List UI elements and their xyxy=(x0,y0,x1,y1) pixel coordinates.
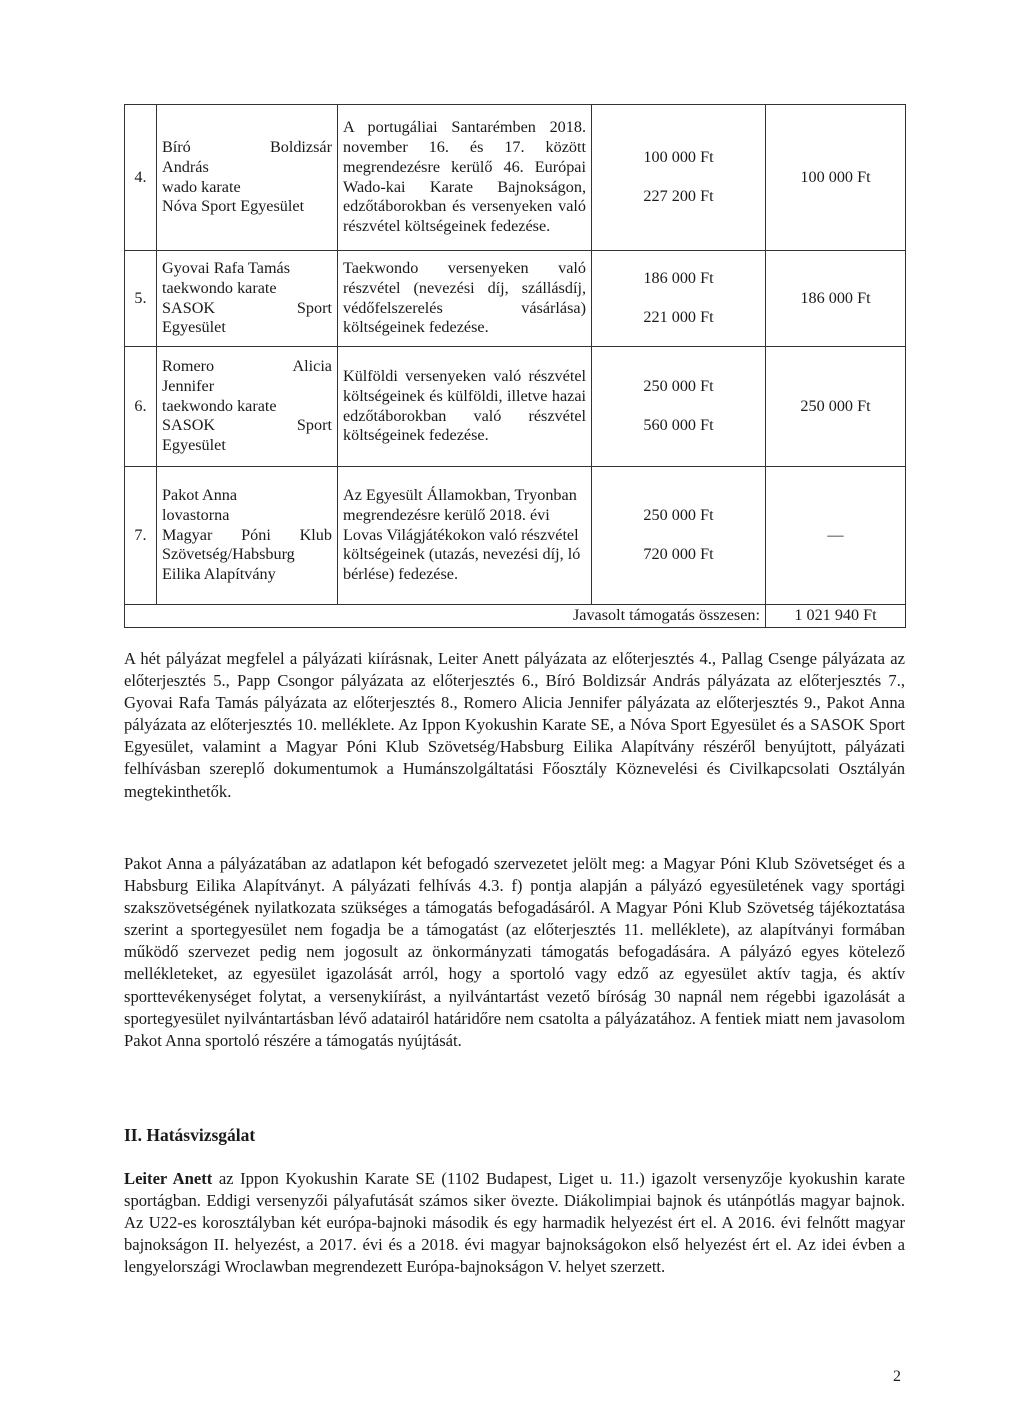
row-number: 7. xyxy=(125,467,157,605)
purpose-cell: Az Egyesült Államokban, Tryonban megrendezésre kerülő 2018. évi Lovas Világjátékokon való részvétel költségeinek (utazás, nevezési díj, ló bérlése) fedezése. xyxy=(338,467,592,605)
impact-paragraph xyxy=(124,1168,905,1278)
applicant-cell: Pakot Anna lovastorna Magyar Póni Klub Szövetség/Habsburg Eilika Alapítvány xyxy=(157,467,338,605)
total-label: Javasolt támogatás összesen: xyxy=(125,605,766,628)
support-amount-cell: — xyxy=(766,467,906,605)
support-amount-cell: 186 000 Ft xyxy=(766,251,906,347)
requested-amount-cell: 186 000 Ft 221 000 Ft xyxy=(592,251,766,347)
purpose-cell: Taekwondo versenyeken való részvétel (nevezési díj, szállásdíj, védőfelszerelés vásárlása) költségeinek fedezése. xyxy=(338,251,592,347)
purpose-cell: A portugáliai Santarémben 2018. november 16. és 17. között megrendezésre kerülő 46. Európai Wado-kai Karate Bajnokságon, edzőtáborokban és versenyeken való részvétel költségeinek fedezése. xyxy=(338,105,592,251)
applicant-cell: Gyovai Rafa Tamás taekwondo karate SASOK Sport Egyesület xyxy=(157,251,338,347)
total-row xyxy=(125,605,906,628)
rejection-paragraph: Pakot Anna a pályázatában az adatlapon két befogadó szervezetet jelölt meg: a Magyar Póni Klub Szövetséget és a Habsburg Eilika Alapítványt. A pályázati felhívás 4.3. f) pontja alapján a pályázó egyesületének vagy sportági szakszövetségének nyilatkozata szükséges a támogatás befogadásáról. A Magyar Póni Klub Szövetség tájékoztatása szerint a sportegyesület nem fogadja be a támogatást (az előterjesztés 11. melléklete), az alapítványi formában működő szervezet pedig nem jogosult az önkormányzati támogatás befogadására. A pályázó egyes kötelező mellékleteket, az egyesület igazolását arról, hogy a sportoló vagy edző az egyesület aktív tagja, és aktív sporttevékenységet folytat, a versenykiírást, a nyilvántartást vezető bíróság 30 napnál nem régebbi igazolását a sportegyesület nyilvántartásban lévő adatairól határidőre nem csatolta a pályázatához. A fentiek miatt nem javasolom Pakot Anna sportoló részére a támogatás nyújtását. xyxy=(124,854,905,1050)
applicant-cell: Romero Alicia Jennifer taekwondo karate SASOK Sport Egyesület xyxy=(157,347,338,467)
support-amount-cell: 100 000 Ft xyxy=(766,105,906,251)
row-number: 5. xyxy=(125,251,157,347)
impact-text: az Ippon Kyokushin Karate SE (1102 Budapest, Liget u. 11.) igazolt versenyzője kyokushin karate sportágban. Eddigi versenyzői pályafutását számos siker övezte. Diákolimpiai bajnok és utánpótlás magyar bajnok. Az U22-es korosztályban két európa-bajnoki második és egy harmadik helyezést ért el. A 2016. évi felnőtt magyar bajnokságon II. helyezést, a 2017. évi és a 2018. évi magyar bajnokságokon első helyezést ért el. Az idei évben a lengyelországi Wroclawban megrendezett Európa-bajnokságon V. helyet szerzett. xyxy=(124,1169,905,1277)
page-number: 2 xyxy=(893,1368,901,1385)
table-row xyxy=(125,105,906,251)
grant-table xyxy=(124,104,906,628)
athlete-name: Leiter Anett xyxy=(124,1169,213,1188)
requested-amount-cell: 250 000 Ft 720 000 Ft xyxy=(592,467,766,605)
table-row xyxy=(125,467,906,605)
purpose-cell: Külföldi versenyeken való részvétel költségeinek és külföldi, illetve hazai edzőtáborokban való részvétel költségeinek fedezése. xyxy=(338,347,592,467)
section-heading: II. Hatásvizsgálat xyxy=(124,1125,256,1145)
requested-amount-cell: 100 000 Ft 227 200 Ft xyxy=(592,105,766,251)
table-row xyxy=(125,347,906,467)
total-value: 1 021 940 Ft xyxy=(766,605,906,628)
support-amount-cell: 250 000 Ft xyxy=(766,347,906,467)
applicant-cell: Bíró Boldizsár András wado karate Nóva Sport Egyesület xyxy=(157,105,338,251)
table-row xyxy=(125,251,906,347)
row-number: 4. xyxy=(125,105,157,251)
row-number: 6. xyxy=(125,347,157,467)
eligibility-paragraph: A hét pályázat megfelel a pályázati kiírásnak, Leiter Anett pályázata az előterjesztés 4., Pallag Csenge pályázata az előterjesztés 5., Papp Csongor pályázata az előterjesztés 6., Bíró Boldizsár András pályázata az előterjesztés 7., Gyovai Rafa Tamás pályázata az előterjesztés 8., Romero Alicia Jennifer pályázata az előterjesztés 9., Pakot Anna pályázata az előterjesztés 10. melléklete. Az Ippon Kyokushin Karate SE, a Nóva Sport Egyesület és a SASOK Sport Egyesület, valamint a Magyar Póni Klub Szövetség/Habsburg Eilika Alapítvány részéről benyújtott, pályázati felhívásban szereplő dokumentumok a Humánszolgáltatási Főosztály Köznevelési és Civilkapcsolati Osztályán megtekinthetők. xyxy=(124,649,905,801)
requested-amount-cell: 250 000 Ft 560 000 Ft xyxy=(592,347,766,467)
